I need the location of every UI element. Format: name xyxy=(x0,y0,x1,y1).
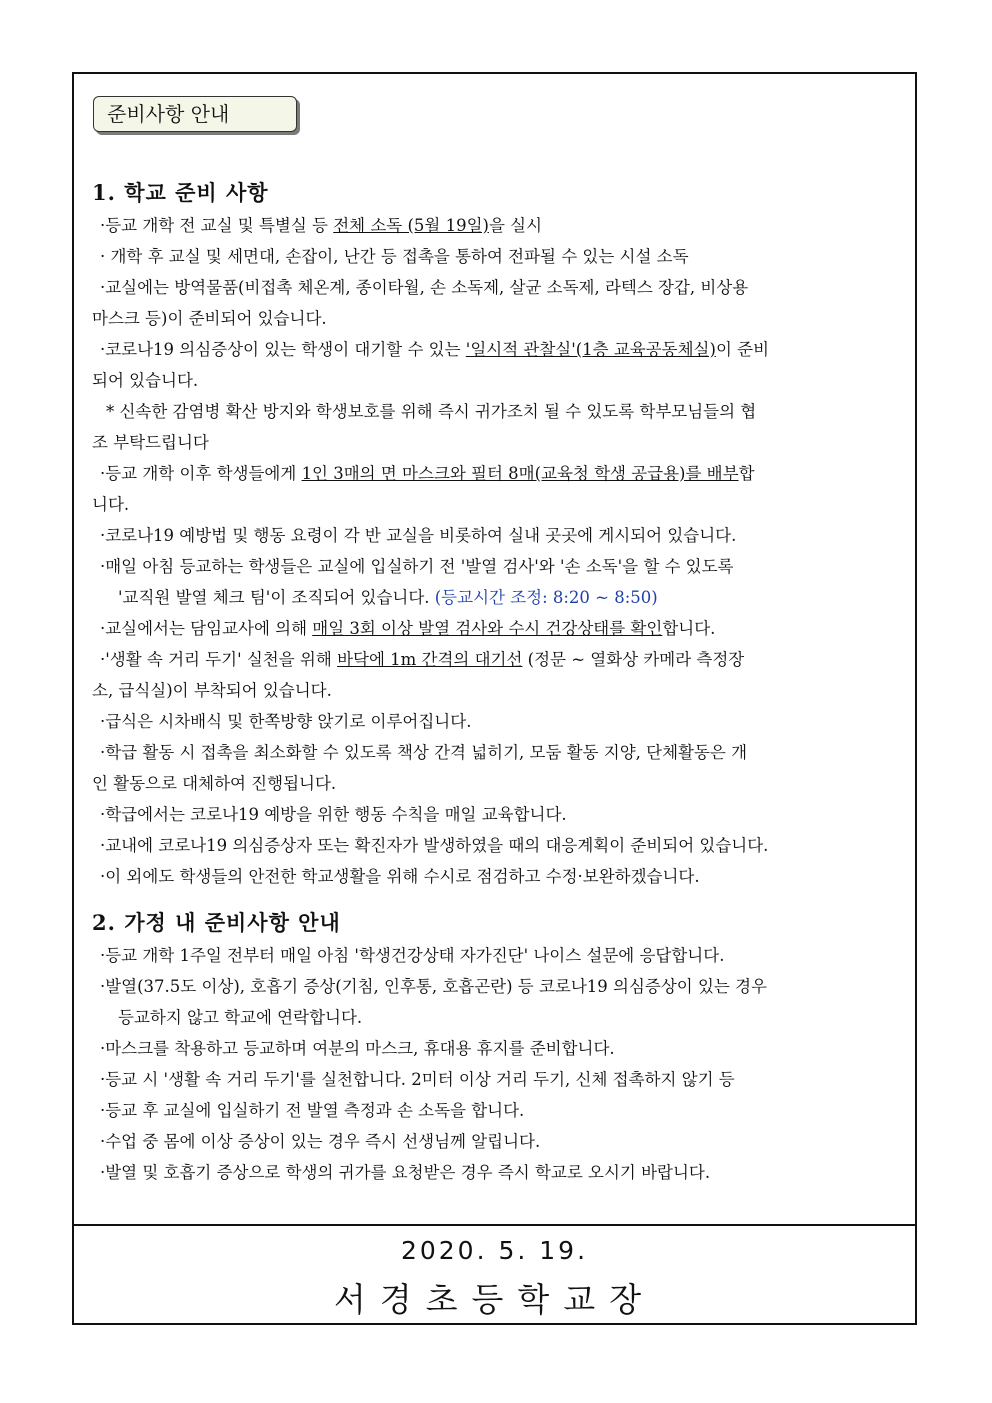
section-1-title: 1. 학교 준비 사항 xyxy=(92,180,269,205)
s1-line-6-cont: 니다. xyxy=(92,495,130,514)
s2-line-2: ·발열(37.5도 이상), 호흡기 증상(기침, 인후통, 호흡곤란) 등 코로나19 의심증상이 있는 경우 xyxy=(100,977,767,996)
s1-line-4: ·코로나19 의심증상이 있는 학생이 대기할 수 있는 '일시적 관찰실'(1층 교육공동체실)이 준비 xyxy=(100,340,770,359)
document-frame xyxy=(72,72,917,1325)
s1-line-15: ·이 외에도 학생들의 안전한 학교생활을 위해 수시로 점검하고 수정·보완하겠습니다. xyxy=(100,867,700,886)
arrival-time-note: (등교시간 조정: 8:20 ~ 8:50) xyxy=(434,588,658,607)
s1-line-8-cont: '교직원 발열 체크 팀'이 조직되어 있습니다. (등교시간 조정: 8:20 ~ 8:50) xyxy=(118,588,658,607)
s1-line-12: ·학급 활동 시 접촉을 최소화할 수 있도록 책상 간격 넓히기, 모둠 활동 지양, 단체활동은 개 xyxy=(100,743,748,762)
s2-line-6: ·수업 중 몸에 이상 증상이 있는 경우 즉시 선생님께 알립니다. xyxy=(100,1132,541,1151)
footer-divider xyxy=(74,1224,915,1226)
s1-note-cont: 조 부탁드립니다 xyxy=(92,433,209,452)
school-principal-signature: 서경초등학교장 xyxy=(333,1280,656,1319)
s2-line-3: ·마스크를 착용하고 등교하며 여분의 마스크, 휴대용 휴지를 준비합니다. xyxy=(100,1039,615,1058)
s1-line-9: ·교실에서는 담임교사에 의해 매일 3회 이상 발열 검사와 수시 건강상태를 확인합니다. xyxy=(100,619,716,638)
s1-note: * 신속한 감염병 확산 방지와 학생보호를 위해 즉시 귀가조치 될 수 있도록 학부모님들의 협 xyxy=(106,402,757,421)
s1-line-1: ·등교 개학 전 교실 및 특별실 등 전체 소독 (5월 19일)을 실시 xyxy=(100,216,543,235)
section-2-title: 2. 가정 내 준비사항 안내 xyxy=(92,910,341,935)
s1-line-6: ·등교 개학 이후 학생들에게 1인 3매의 면 마스크와 필터 8매(교육청 학생 공급용)를 배부합 xyxy=(100,464,755,483)
s2-line-1: ·등교 개학 1주일 전부터 매일 아침 '학생건강상태 자가진단' 나이스 설문에 응답합니다. xyxy=(100,946,725,965)
s1-line-7: ·코로나19 예방법 및 행동 요령이 각 반 교실을 비롯하여 실내 곳곳에 게시되어 있습니다. xyxy=(100,526,737,545)
s2-line-4: ·등교 시 '생활 속 거리 두기'를 실천합니다. 2미터 이상 거리 두기, 신체 접촉하지 않기 등 xyxy=(100,1070,735,1089)
s1-line-10: ·'생활 속 거리 두기' 실천을 위해 바닥에 1m 간격의 대기선 (정문 ~ 열화상 카메라 측정장 xyxy=(100,650,745,669)
s1-line-3: ·교실에는 방역물품(비접촉 체온계, 종이타월, 손 소독제, 살균 소독제, 라텍스 장갑, 비상용 xyxy=(100,278,749,297)
s1-line-11: ·급식은 시차배식 및 한쪽방향 앉기로 이루어집니다. xyxy=(100,712,472,731)
s1-line-10-cont: 소, 급식실)이 부착되어 있습니다. xyxy=(92,681,332,700)
s1-line-2: · 개학 후 교실 및 세면대, 손잡이, 난간 등 접촉을 통하여 전파될 수 있는 시설 소독 xyxy=(100,247,689,266)
s1-line-3-cont: 마스크 등)이 준비되어 있습니다. xyxy=(92,309,327,328)
document-body xyxy=(92,176,902,1188)
s1-line-4-cont: 되어 있습니다. xyxy=(92,371,199,390)
s1-line-8: ·매일 아침 등교하는 학생들은 교실에 입실하기 전 '발열 검사'와 '손 소독'을 할 수 있도록 xyxy=(100,557,734,576)
s2-line-2-cont: 등교하지 않고 학교에 연락합니다. xyxy=(118,1008,363,1027)
issue-date: 2020. 5. 19. xyxy=(400,1236,589,1265)
s1-line-12-cont: 인 활동으로 대체하여 진행됩니다. xyxy=(92,774,337,793)
s2-line-7: ·발열 및 호흡기 증상으로 학생의 귀가를 요청받은 경우 즉시 학교로 오시기 바랍니다. xyxy=(100,1163,711,1182)
s1-line-14: ·교내에 코로나19 의심증상자 또는 확진자가 발생하였을 때의 대응계획이 준비되어 있습니다. xyxy=(100,836,769,855)
s1-line-13: ·학급에서는 코로나19 예방을 위한 행동 수칙을 매일 교육합니다. xyxy=(100,805,567,824)
s2-line-5: ·등교 후 교실에 입실하기 전 발열 측정과 손 소독을 합니다. xyxy=(100,1101,525,1120)
notice-heading-box: 준비사항 안내 xyxy=(93,96,297,132)
